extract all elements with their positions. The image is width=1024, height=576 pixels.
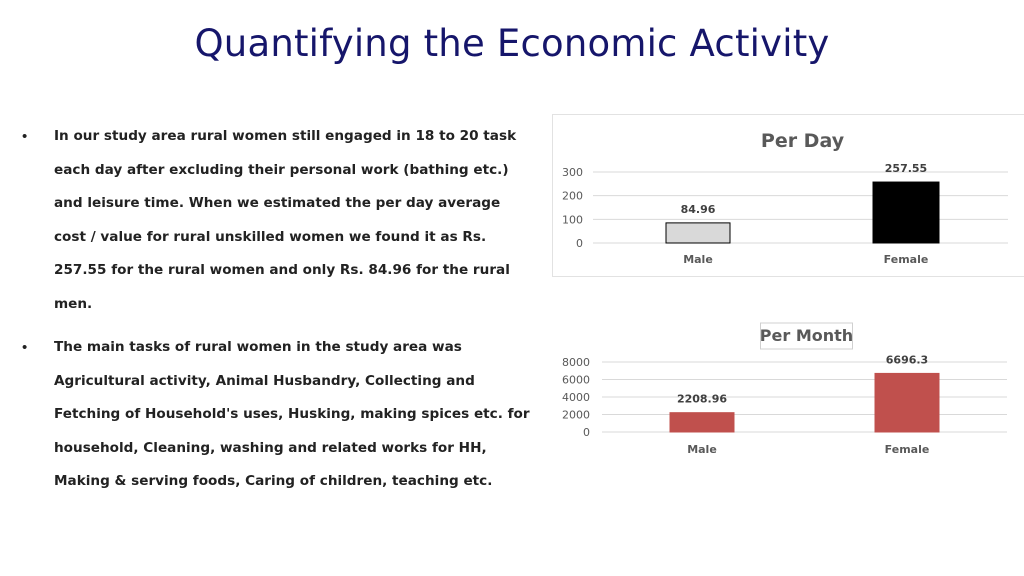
bar-male (670, 413, 734, 432)
per-month-chart (552, 318, 1024, 468)
y-tick-label: 4000 (562, 391, 590, 404)
bullet-marker: • (22, 339, 28, 356)
chart-title: Per Day (760, 130, 845, 152)
category-label: Female (883, 253, 929, 266)
y-tick-label: 0 (583, 426, 590, 439)
per-month-chart-box (552, 318, 1024, 468)
per-day-chart-box (552, 114, 1024, 277)
y-tick-label: 200 (562, 189, 583, 203)
bullet-item-1 (22, 120, 532, 321)
data-label: 257.55 (884, 162, 928, 176)
slide-title: Quantifying the Economic Activity (194, 22, 830, 65)
y-tick-label: 2000 (562, 408, 590, 422)
y-tick-label: 8000 (562, 356, 590, 369)
bullet-list (22, 120, 532, 499)
data-label: 2208.96 (676, 392, 728, 406)
category-label: Female (884, 443, 930, 456)
y-tick-label: 300 (562, 166, 583, 179)
category-label: Male (687, 443, 717, 456)
category-label: Male (683, 253, 713, 266)
bullet-text: The main tasks of rural women in the study area was Agricultural activity, Animal Husbandry, Collecting and Fetching of Household's uses, Husking, making spices etc. for household, Cleaning, washing and related works for HH, Making & serving foods, Caring of children, teaching etc. (54, 339, 530, 489)
bar-female (875, 373, 939, 432)
bar-female (873, 182, 939, 243)
bullet-text: In our study area rural women still engaged in 18 to 20 task each day after excluding their personal work (bathing etc.) and leisure time. When we estimated the per day average cost / value for rural unskilled women we found it as Rs. 257.55 for the rural women and only Rs. 84.96 for the rural men. (54, 128, 517, 312)
data-label: 6696.3 (885, 353, 929, 367)
y-tick-label: 0 (576, 237, 583, 250)
chart-title: Per Month (759, 326, 854, 345)
data-label: 84.96 (680, 202, 716, 216)
per-day-chart (553, 115, 1024, 276)
bullet-item-2 (22, 331, 532, 499)
y-tick-label: 6000 (562, 373, 590, 387)
bar-male (666, 223, 730, 243)
bullet-marker: • (22, 128, 28, 145)
y-tick-label: 100 (562, 213, 583, 227)
